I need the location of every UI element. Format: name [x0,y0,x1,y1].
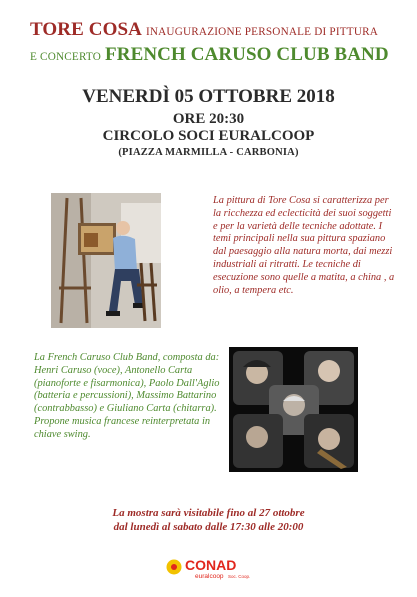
painter-description: La pittura di Tore Cosa si caratterizza per la ricchezza ed eclecticità dei suoi soggetti e per la varietà delle tecniche adottate. I temi principali nella sua pittura spaziano dal paesaggio alla natura morta, dai mezzi industriali ai ritratti. Le tecniche di esecuzione sono quelle a matita, a china , a olio, a tempera etc. [213,195,395,296]
closing-line-2: dal lunedì al sabato dalle 17:30 alle 20:00 [113,521,304,533]
title-line-artist [30,19,410,41]
band-photo [229,347,358,472]
event-address: (PIAZZA MARMILLA - CARBONIA) [118,147,299,158]
painter-photo [51,193,161,328]
band-description: La French Caruso Club Band, composta da: Henri Caruso (voce), Antonello Carta (pianoforte e fisarmonica), Paolo Dall'Aglio (batteria e percussioni), Massimo Battarino (contrabbasso) e Giuliano Carta (chitarra). Propone musica francese reinterpretata in chiave swing. [34,352,220,440]
concert-prefix: E CONCERTO [30,51,102,63]
logo-suffix: Soc. Coop. [228,574,251,579]
conad-logo [165,555,255,581]
event-venue: CIRCOLO SOCI EURALCOOP [102,128,315,144]
closing-line-1: La mostra sarà visitabile fino al 27 ottobre [112,507,305,519]
event-time: ORE 20:30 [172,111,245,127]
conad-logo-mark [165,555,255,581]
painter-photo-illustration [51,193,161,328]
band-name: FRENCH CARUSO CLUB BAND [105,44,389,65]
band-photo-illustration [229,347,358,472]
logo-sub: euralcoop [195,573,224,580]
logo-brand: CONAD [185,557,237,573]
exhibition-label: INAUGURAZIONE PERSONALE DI PITTURA [145,26,379,38]
event-date: VENERDÌ 05 OTTOBRE 2018 [82,86,335,107]
artist-name: TORE COSA [30,19,142,40]
title-line-band [30,44,415,66]
